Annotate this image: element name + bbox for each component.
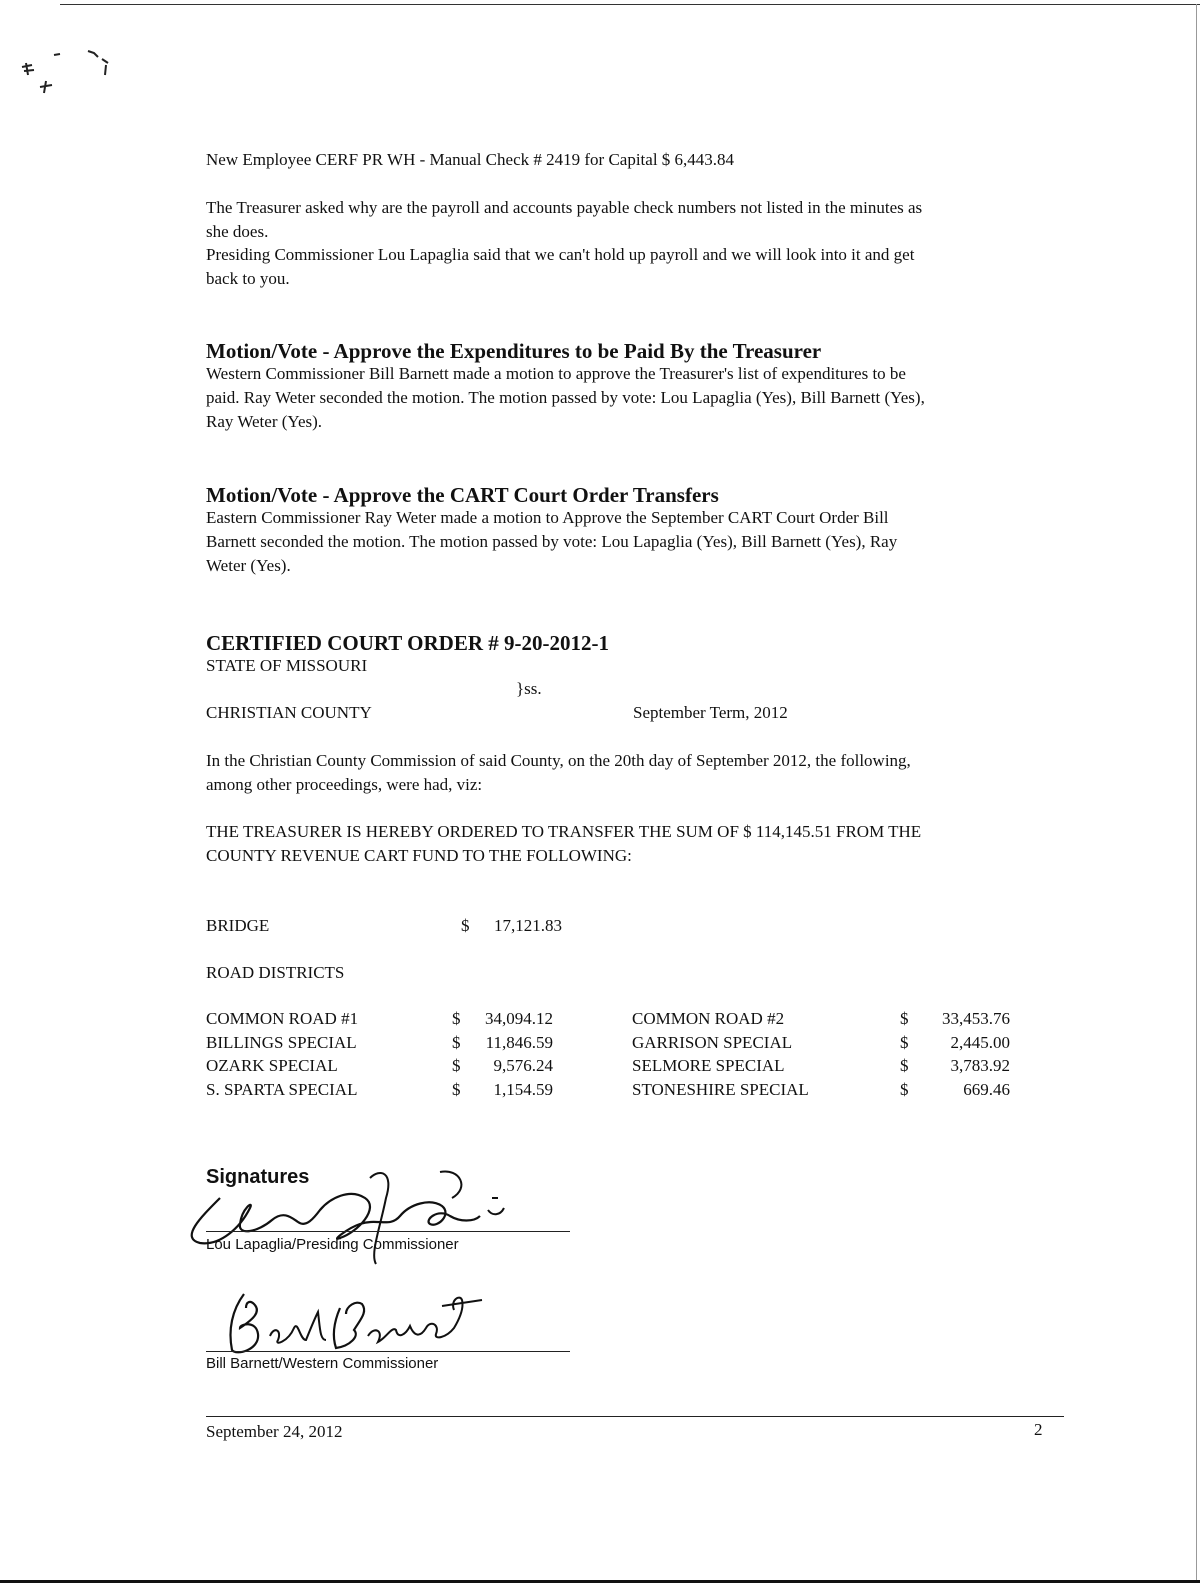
treasurer-question-line-4: back to you. — [206, 269, 290, 288]
motion-cart-line-3: Weter (Yes). — [206, 556, 291, 575]
district-right-amount: 2,445.00 — [950, 1033, 1010, 1052]
treasurer-question-line-3: Presiding Commissioner Lou Lapaglia said that we can't hold up payroll and we will look into it and get — [206, 245, 915, 264]
proceedings-line-2: among other proceedings, were had, viz: — [206, 775, 483, 794]
district-right-currency: $ — [900, 1009, 909, 1028]
signature-line — [206, 1351, 570, 1352]
district-left-amount: 9,576.24 — [493, 1056, 553, 1075]
district-left-label: COMMON ROAD #1 — [206, 1009, 359, 1028]
treasurer-question-line-1: The Treasurer asked why are the payroll and accounts payable check numbers not listed in the minutes as — [206, 198, 923, 217]
signature-line — [206, 1231, 570, 1232]
barnett-signature — [210, 1290, 500, 1355]
order-line-2: COUNTY REVENUE CART FUND TO THE FOLLOWING: — [206, 846, 632, 865]
right-edge-rule — [1196, 4, 1197, 1580]
district-left-amount: 11,846.59 — [485, 1033, 553, 1052]
top-edge-rule — [60, 4, 1200, 5]
county-label: CHRISTIAN COUNTY — [206, 703, 372, 722]
district-left-label: S. SPARTA SPECIAL — [206, 1080, 358, 1099]
bridge-currency: $ — [461, 916, 470, 935]
motion-cart-line-1: Eastern Commissioner Ray Weter made a motion to Approve the September CART Court Order Bill — [206, 508, 889, 527]
district-left-currency: $ — [452, 1080, 461, 1099]
signature-caption-western: Bill Barnett/Western Commissioner — [206, 1355, 439, 1372]
motion-expenditures-heading: Motion/Vote - Approve the Expenditures to be Paid By the Treasurer — [206, 339, 822, 363]
treasurer-question-line-2: she does. — [206, 222, 269, 241]
district-right-currency: $ — [900, 1080, 909, 1099]
district-right-amount: 33,453.76 — [942, 1009, 1010, 1028]
ss-mark: }ss. — [516, 679, 542, 698]
district-left-label: BILLINGS SPECIAL — [206, 1033, 357, 1052]
motion-expenditures-line-1: Western Commissioner Bill Barnett made a motion to approve the Treasurer's list of expenditures to be — [206, 364, 906, 383]
district-right-currency: $ — [900, 1033, 909, 1052]
motion-cart-line-2: Barnett seconded the motion. The motion passed by vote: Lou Lapaglia (Yes), Bill Barnett (Yes), Ray — [206, 532, 898, 551]
court-order-heading: CERTIFIED COURT ORDER # 9-20-2012-1 — [206, 631, 609, 655]
district-right-currency: $ — [900, 1056, 909, 1075]
district-right-amount: 669.46 — [963, 1080, 1010, 1099]
page-number: 2 — [1034, 1420, 1043, 1439]
footer-date: September 24, 2012 — [206, 1422, 343, 1441]
scan-specks — [18, 45, 128, 100]
motion-cart-heading: Motion/Vote - Approve the CART Court Order Transfers — [206, 483, 719, 507]
footer-rule — [206, 1416, 1064, 1417]
district-right-label: STONESHIRE SPECIAL — [632, 1080, 809, 1099]
district-left-currency: $ — [452, 1056, 461, 1075]
motion-expenditures-line-2: paid. Ray Weter seconded the motion. The motion passed by vote: Lou Lapaglia (Yes), Bill Barnett (Yes), — [206, 388, 925, 407]
state-label: STATE OF MISSOURI — [206, 656, 368, 675]
district-left-label: OZARK SPECIAL — [206, 1056, 338, 1075]
signature-caption-presiding: Lou Lapaglia/Presiding Commissioner — [206, 1236, 459, 1253]
signatures-heading: Signatures — [206, 1166, 310, 1188]
district-right-label: COMMON ROAD #2 — [632, 1009, 785, 1028]
bottom-edge-rule — [0, 1580, 1200, 1583]
order-line-1: THE TREASURER IS HEREBY ORDERED TO TRANSFER THE SUM OF $ 114,145.51 FROM THE — [206, 822, 922, 841]
bridge-label: BRIDGE — [206, 916, 270, 935]
expenditure-line: New Employee CERF PR WH - Manual Check # 2419 for Capital $ 6,443.84 — [206, 150, 735, 169]
bridge-amount: 17,121.83 — [494, 916, 562, 935]
term-label: September Term, 2012 — [633, 703, 788, 722]
road-districts-label: ROAD DISTRICTS — [206, 963, 345, 982]
motion-expenditures-line-3: Ray Weter (Yes). — [206, 412, 323, 431]
district-left-amount: 34,094.12 — [485, 1009, 553, 1028]
district-left-currency: $ — [452, 1033, 461, 1052]
district-right-label: GARRISON SPECIAL — [632, 1033, 793, 1052]
district-left-currency: $ — [452, 1009, 461, 1028]
district-right-label: SELMORE SPECIAL — [632, 1056, 785, 1075]
proceedings-line-1: In the Christian County Commission of said County, on the 20th day of September 2012, the following, — [206, 751, 911, 770]
district-right-amount: 3,783.92 — [950, 1056, 1010, 1075]
district-left-amount: 1,154.59 — [493, 1080, 553, 1099]
